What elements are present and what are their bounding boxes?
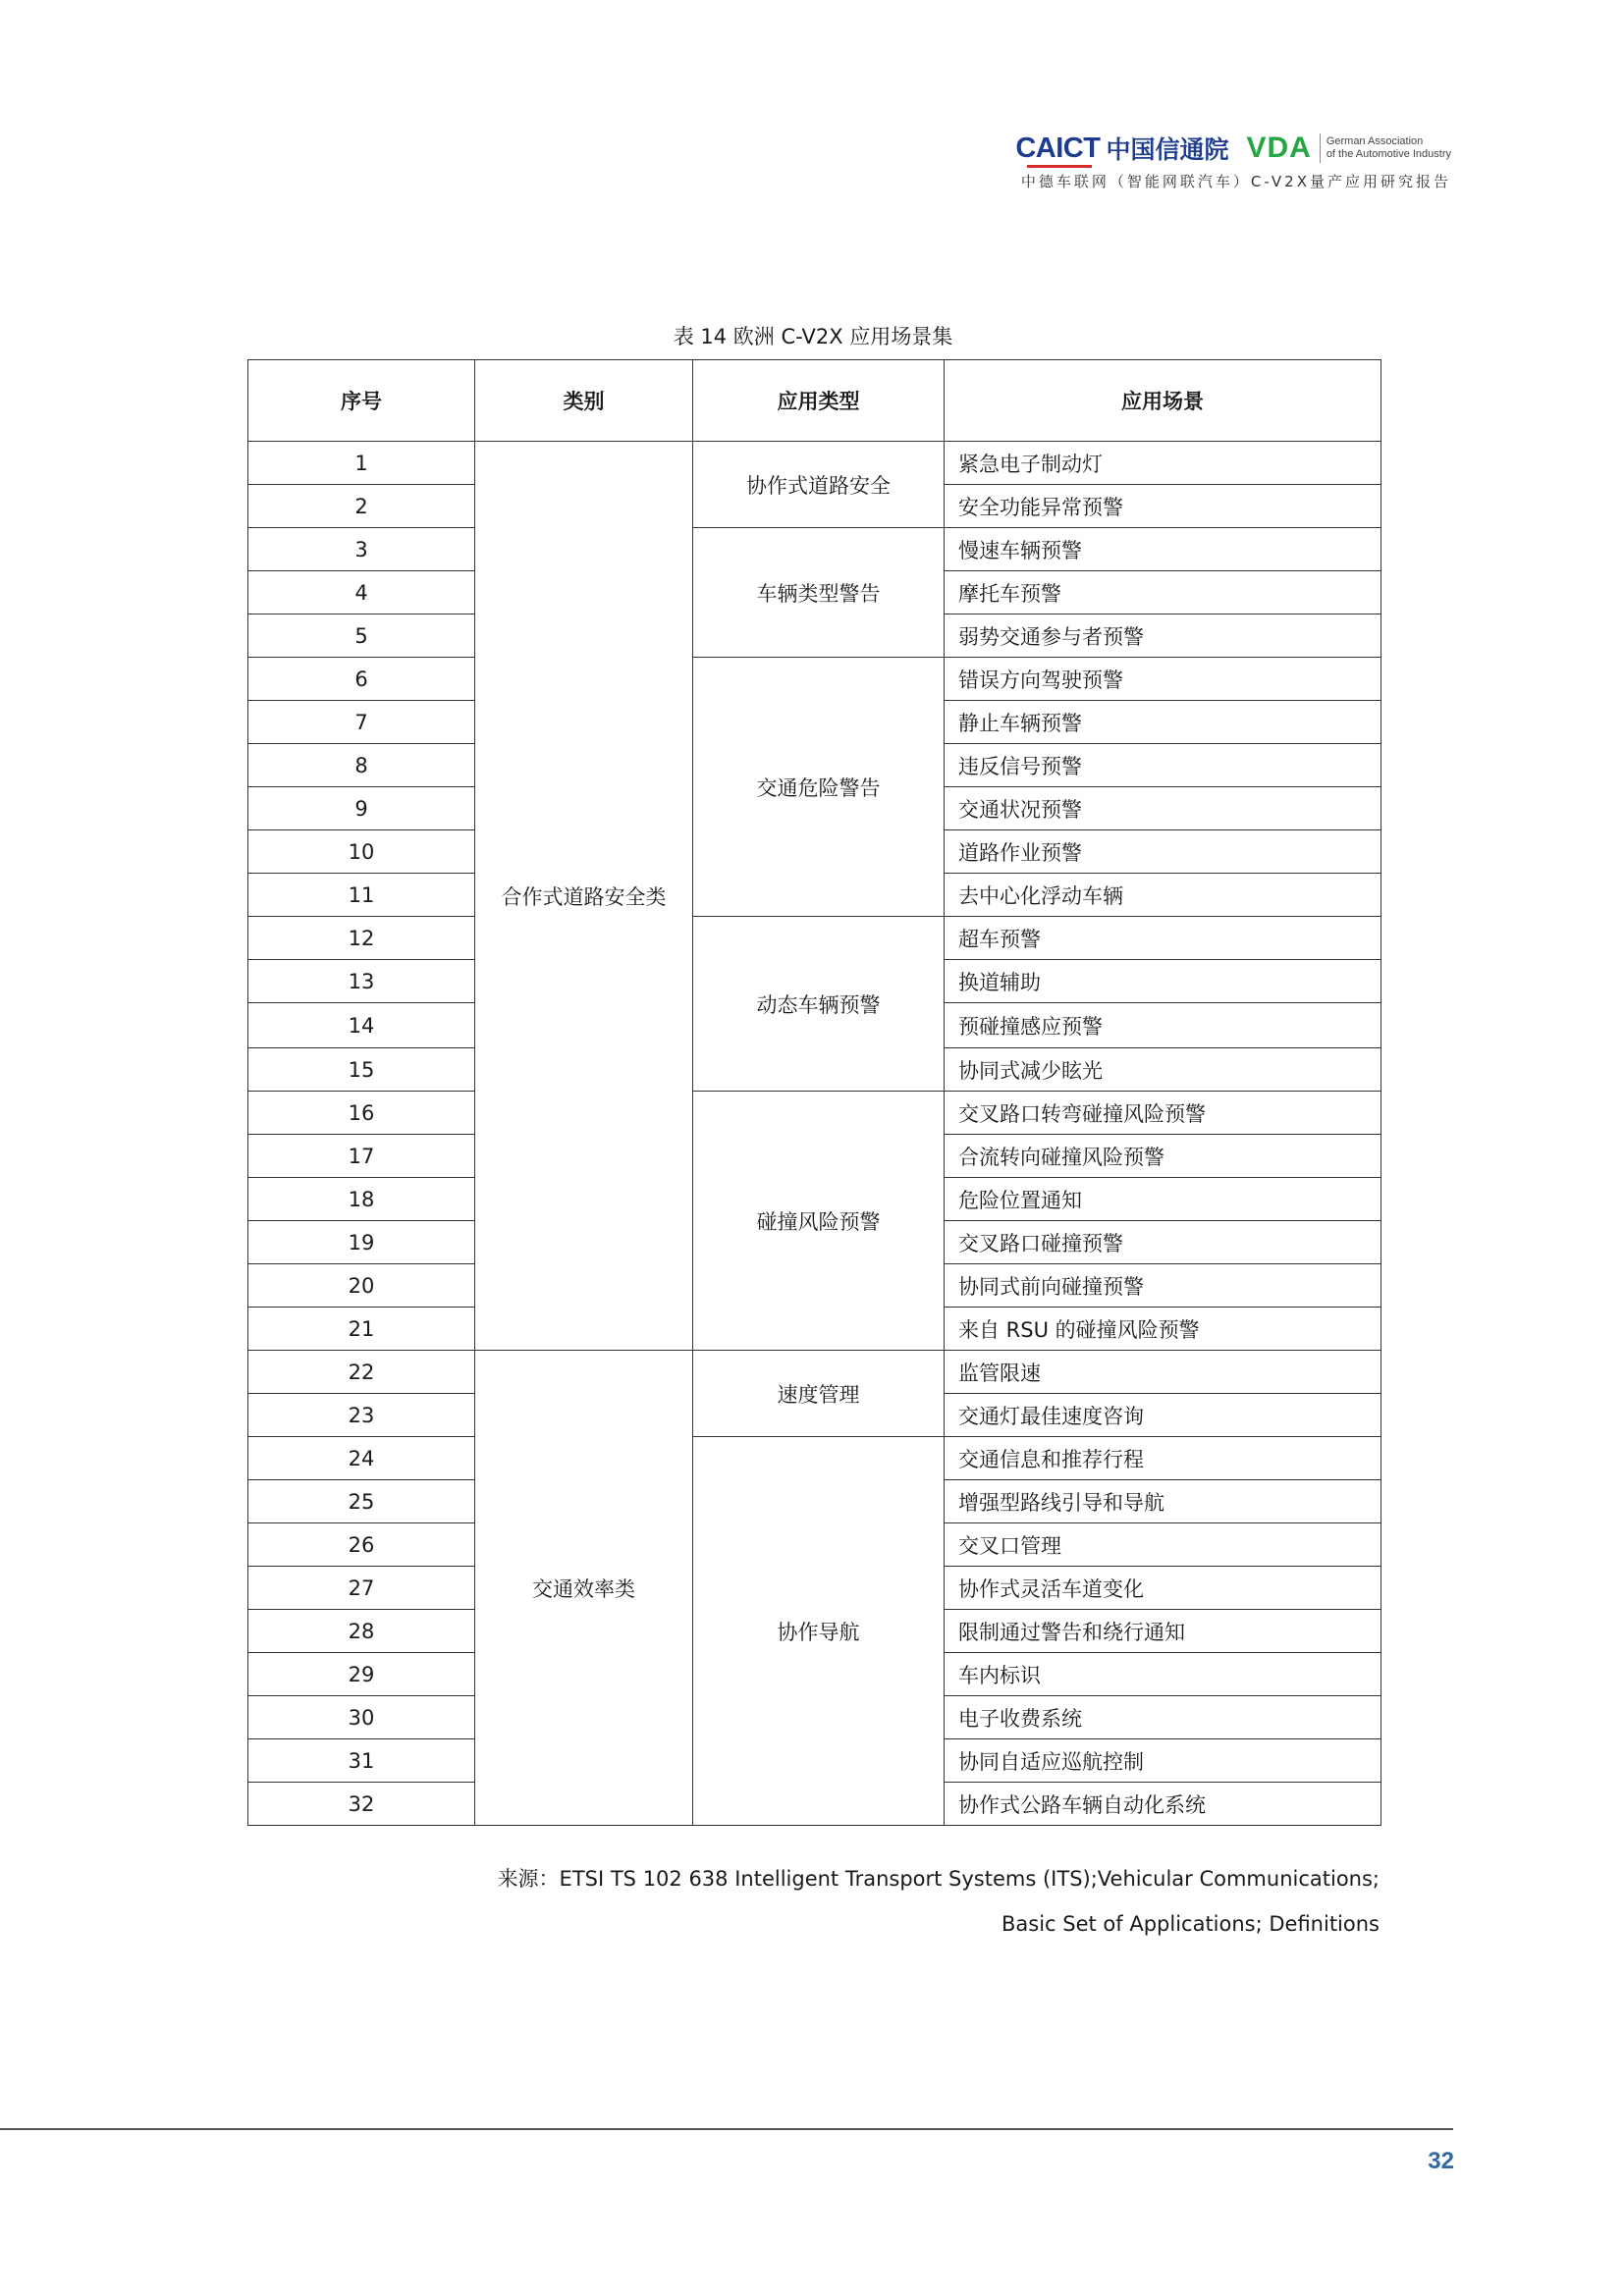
caict-logo-underline xyxy=(1027,165,1092,168)
row-index: 32 xyxy=(248,1783,475,1826)
caict-logo-text: CAICT xyxy=(1015,132,1101,164)
app-type-cell: 动态车辆预警 xyxy=(693,917,945,1092)
page-header xyxy=(823,132,1451,200)
table-row xyxy=(248,917,1381,960)
scenario-cell: 违反信号预警 xyxy=(945,744,1381,787)
scenario-cell: 协同自适应巡航控制 xyxy=(945,1739,1381,1783)
page-number: 32 xyxy=(1428,2148,1454,2174)
scenario-cell: 协同式前向碰撞预警 xyxy=(945,1264,1381,1308)
row-index: 2 xyxy=(248,485,475,528)
row-index: 31 xyxy=(248,1739,475,1783)
scenario-cell: 错误方向驾驶预警 xyxy=(945,658,1381,701)
row-index: 8 xyxy=(248,744,475,787)
scenario-cell: 交叉口管理 xyxy=(945,1523,1381,1567)
row-index: 16 xyxy=(248,1092,475,1135)
table-row xyxy=(248,442,1381,485)
table-row xyxy=(248,528,1381,571)
header-scenario: 应用场景 xyxy=(945,360,1381,442)
row-index: 11 xyxy=(248,874,475,917)
row-index: 22 xyxy=(248,1351,475,1394)
scenario-cell: 增强型路线引导和导航 xyxy=(945,1480,1381,1523)
caict-logo-cn: 中国信通院 xyxy=(1106,135,1229,164)
scenario-cell: 弱势交通参与者预警 xyxy=(945,614,1381,658)
caict-logo xyxy=(1015,133,1100,165)
scenario-cell: 交通信息和推荐行程 xyxy=(945,1437,1381,1480)
scenario-cell: 危险位置通知 xyxy=(945,1178,1381,1221)
category-cell: 交通效率类 xyxy=(475,1351,693,1826)
row-index: 18 xyxy=(248,1178,475,1221)
row-index: 14 xyxy=(248,1003,475,1048)
scenario-cell: 车内标识 xyxy=(945,1653,1381,1696)
vda-logo: VDA xyxy=(1246,132,1312,164)
row-index: 15 xyxy=(248,1048,475,1092)
row-index: 4 xyxy=(248,571,475,614)
category-cell: 合作式道路安全类 xyxy=(475,442,693,1351)
scenario-cell: 去中心化浮动车辆 xyxy=(945,874,1381,917)
app-type-cell: 协作式道路安全 xyxy=(693,442,945,528)
row-index: 23 xyxy=(248,1394,475,1437)
scenario-cell: 协作式公路车辆自动化系统 xyxy=(945,1783,1381,1826)
row-index: 19 xyxy=(248,1221,475,1264)
header-category: 类别 xyxy=(475,360,693,442)
app-type-cell: 车辆类型警告 xyxy=(693,528,945,658)
row-index: 20 xyxy=(248,1264,475,1308)
vda-caption-line1: German Association xyxy=(1326,135,1424,147)
row-index: 9 xyxy=(248,787,475,830)
scenario-cell: 慢速车辆预警 xyxy=(945,528,1381,571)
vda-logo-caption xyxy=(1326,135,1451,161)
row-index: 17 xyxy=(248,1135,475,1178)
app-type-cell: 交通危险警告 xyxy=(693,658,945,917)
row-index: 3 xyxy=(248,528,475,571)
scenario-cell: 限制通过警告和绕行通知 xyxy=(945,1610,1381,1653)
row-index: 25 xyxy=(248,1480,475,1523)
scenario-cell: 交叉路口转弯碰撞风险预警 xyxy=(945,1092,1381,1135)
app-type-cell: 协作导航 xyxy=(693,1437,945,1826)
row-index: 5 xyxy=(248,614,475,658)
scenario-cell: 监管限速 xyxy=(945,1351,1381,1394)
table-row xyxy=(248,1092,1381,1135)
scenario-cell: 交通状况预警 xyxy=(945,787,1381,830)
row-index: 12 xyxy=(248,917,475,960)
report-subtitle: 中德车联网（智能网联汽车）C-V2X量产应用研究报告 xyxy=(1020,173,1451,190)
scenario-cell: 交通灯最佳速度咨询 xyxy=(945,1394,1381,1437)
scenario-cell: 超车预警 xyxy=(945,917,1381,960)
scenario-cell: 摩托车预警 xyxy=(945,571,1381,614)
row-index: 21 xyxy=(248,1308,475,1351)
scenario-cell: 预碰撞感应预警 xyxy=(945,1003,1381,1048)
scenario-cell: 合流转向碰撞风险预警 xyxy=(945,1135,1381,1178)
scenario-cell: 电子收费系统 xyxy=(945,1696,1381,1739)
app-type-cell: 速度管理 xyxy=(693,1351,945,1437)
scenario-cell: 安全功能异常预警 xyxy=(945,485,1381,528)
row-index: 24 xyxy=(248,1437,475,1480)
row-index: 28 xyxy=(248,1610,475,1653)
source-note-line2: Basic Set of Applications; Definitions xyxy=(1001,1912,1380,1936)
vda-logo-divider xyxy=(1320,133,1321,163)
table-header-row xyxy=(248,360,1381,442)
vda-caption-line2: of the Automotive Industry xyxy=(1326,148,1451,160)
scenario-cell: 来自 RSU 的碰撞风险预警 xyxy=(945,1308,1381,1351)
table-row xyxy=(248,658,1381,701)
scenario-cell: 协同式减少眩光 xyxy=(945,1048,1381,1092)
row-index: 6 xyxy=(248,658,475,701)
header-app-type: 应用类型 xyxy=(693,360,945,442)
row-index: 30 xyxy=(248,1696,475,1739)
scenario-cell: 换道辅助 xyxy=(945,960,1381,1003)
row-index: 29 xyxy=(248,1653,475,1696)
header-index: 序号 xyxy=(248,360,475,442)
table-row xyxy=(248,1351,1381,1394)
table-caption: 表 14 欧洲 C-V2X 应用场景集 xyxy=(673,325,953,348)
table-body xyxy=(248,442,1381,1826)
row-index: 27 xyxy=(248,1567,475,1610)
logo-row xyxy=(1015,132,1451,165)
row-index: 26 xyxy=(248,1523,475,1567)
scenario-cell: 道路作业预警 xyxy=(945,830,1381,874)
row-index: 1 xyxy=(248,442,475,485)
footer-divider xyxy=(0,2128,1453,2130)
scenario-table xyxy=(247,359,1381,1826)
source-note-line1: 来源：ETSI TS 102 638 Intelligent Transport Systems (ITS);Vehicular Communications; xyxy=(497,1867,1380,1891)
scenario-cell: 紧急电子制动灯 xyxy=(945,442,1381,485)
row-index: 13 xyxy=(248,960,475,1003)
row-index: 7 xyxy=(248,701,475,744)
scenario-cell: 交叉路口碰撞预警 xyxy=(945,1221,1381,1264)
row-index: 10 xyxy=(248,830,475,874)
table-row xyxy=(248,1437,1381,1480)
app-type-cell: 碰撞风险预警 xyxy=(693,1092,945,1351)
scenario-cell: 协作式灵活车道变化 xyxy=(945,1567,1381,1610)
scenario-cell: 静止车辆预警 xyxy=(945,701,1381,744)
